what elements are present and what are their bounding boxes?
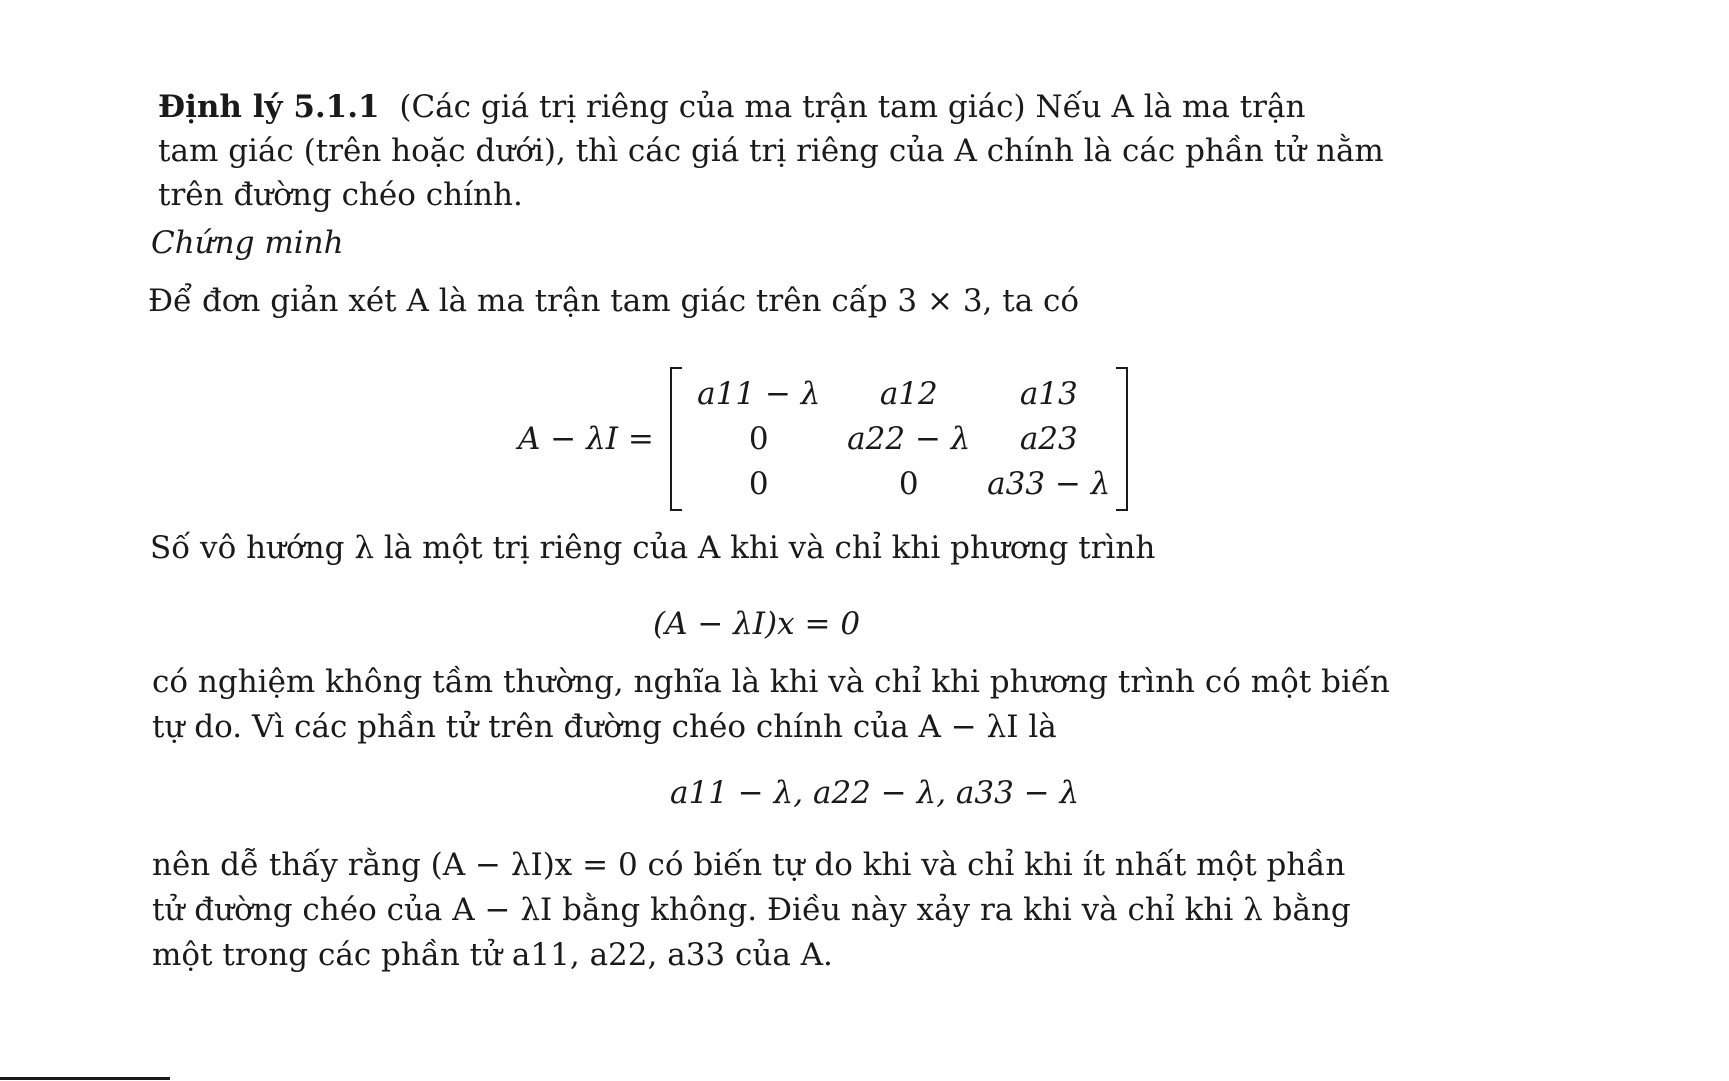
matrix-cell: 0 (898, 466, 919, 502)
matrix-cell: a33 − λ (987, 466, 1111, 502)
proof-intro: Để đơn giản xét A là ma trận tam giác trên cấp 3 × 3, ta có (148, 283, 1080, 319)
matrix-cell: a22 − λ (847, 421, 971, 457)
para3-line-1: có nghiệm không tầm thường, nghĩa là khi và chỉ khi phương trình có một biến (152, 664, 1390, 700)
footer-rule (0, 1077, 170, 1080)
theorem-line-1 (158, 87, 1305, 127)
para4-line-2: tử đường chéo của A − λI bằng không. Điều này xảy ra khi và chỉ khi λ bằng (152, 892, 1351, 928)
matrix-right-bracket (1116, 367, 1128, 511)
sentence-eigenvalue: Số vô hướng λ là một trị riêng của A khi và chỉ khi phương trình (150, 530, 1156, 566)
theorem-line-2: tam giác (trên hoặc dưới), thì các giá trị riêng của A chính là các phần tử nằm (158, 133, 1384, 169)
para4-line-1: nên dễ thấy rằng (A − λI)x = 0 có biến tự do khi và chỉ khi ít nhất một phần (152, 847, 1346, 883)
matrix-lhs: A − λI = (518, 421, 654, 457)
matrix-cell: a13 (1019, 376, 1078, 412)
matrix-cell: 0 (748, 421, 769, 457)
matrix-left-bracket (670, 367, 682, 511)
para3-line-2: tự do. Vì các phần tử trên đường chéo chính của A − λI là (152, 709, 1057, 745)
theorem-line-3: trên đường chéo chính. (158, 177, 523, 213)
proof-heading: Chứng minh (151, 225, 344, 261)
diagonal-entries: a11 − λ, a22 − λ, a33 − λ (670, 775, 1080, 811)
matrix-cell: 0 (748, 466, 769, 502)
theorem-text-1: (Các giá trị riêng của ma trận tam giác) Nếu A là ma trận (399, 89, 1306, 125)
theorem-label: Định lý 5.1.1 (158, 89, 380, 125)
equation-homogeneous: (A − λI)x = 0 (653, 606, 861, 642)
para4-line-3: một trong các phần tử a11, a22, a33 của A. (152, 937, 833, 973)
matrix-cell: a11 − λ (697, 376, 821, 412)
matrix-grid (682, 372, 1116, 507)
matrix-cell: a12 (879, 376, 938, 412)
matrix-cell: a23 (1019, 421, 1078, 457)
matrix-equation (518, 368, 1128, 510)
